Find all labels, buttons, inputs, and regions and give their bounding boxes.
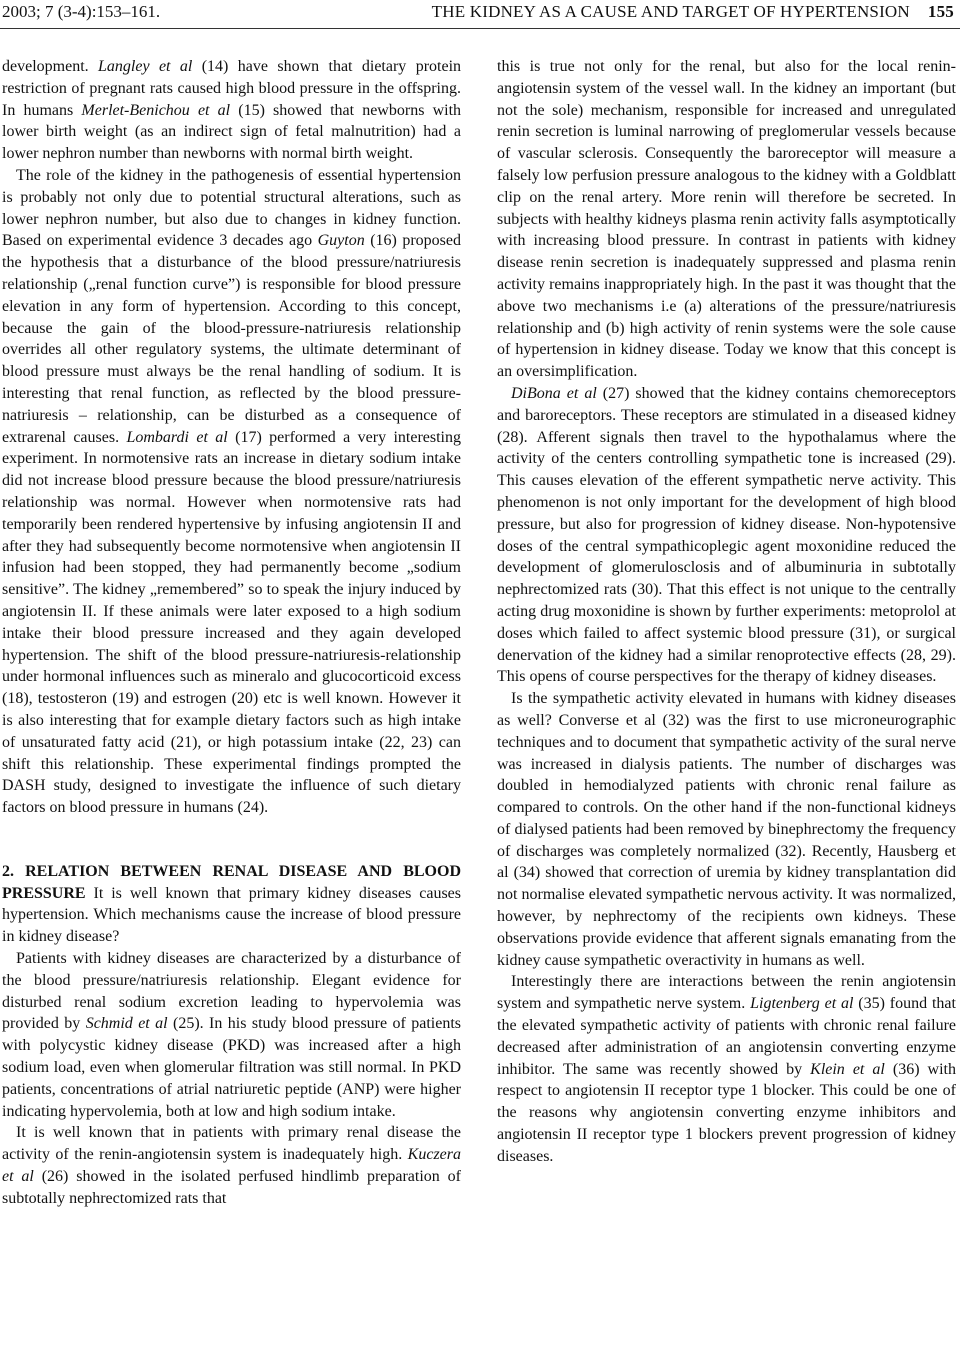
page-number: 155 xyxy=(927,2,954,21)
author-citation: Merlet-Benichou et al xyxy=(81,101,231,119)
text-run: The role of the kidney in the pathogenesis of essential hypertension is probably not only due to potential structural alterations, such as lower nephron number, but also due to changes in kidney function. Based on experimental evidence 3 decades ago xyxy=(2,166,461,250)
text-run: Interestingly there are interactions between the renin angiotensin system and sympathetic nerve system. xyxy=(497,973,956,1013)
text-run: It is well known that in patients with primary renal disease the activity of the renin-angiotensin system is inadequately high. xyxy=(2,1124,461,1164)
paragraph xyxy=(2,165,461,819)
author-citation: Lombardi et al xyxy=(126,428,228,446)
running-title-wrap xyxy=(432,0,954,24)
author-citation: Schmid et al xyxy=(85,1015,168,1033)
spacer xyxy=(2,819,461,861)
paragraph xyxy=(2,1122,461,1209)
author-citation: Kuczera et al xyxy=(2,1146,461,1186)
paragraph xyxy=(497,383,956,688)
section-heading: 2. RELATION BETWEEN RENAL DISEASE AND BLOOD PRESSURE xyxy=(2,862,461,902)
running-title: THE KIDNEY AS A CAUSE AND TARGET OF HYPERTENSION xyxy=(431,2,910,21)
left-column xyxy=(2,56,461,1210)
text-run: (36) with respect to angiotensin II receptor type 1 blocker. This could be one of the reasons why angiotensin converting enzyme inhibitors and angiotensin II receptor type 1 blockers prevent progression of kidney diseases. xyxy=(497,1060,956,1165)
text-run: development. xyxy=(2,58,99,75)
text-run: (17) performed a very interesting experiment. In normotensive rats an increase in dietary sodium intake did not increase blood pressure because the blood pressure/natriuresis relationship was normal. However when normotensive rats had temporarily been rendered hypertensive by infusing angiotensin II and after they had subsequently become normotensive when angiotensin II infusion had been stopped, they had permanently become „sodium sensitive”. The kidney „remembered” so to speak the injury induced by angiotensin II. If these animals were later exposed to a high sodium intake their blood pressure increased and they again developed hypertension. The shift of the blood pressure-natriuresis-relationship under hormonal influences such as mineralo and glucocorticoid excess (18), testosteron (19) and estrogen (20) etc is well known. However it is also interesting that for example dietary factors such as high intake of unsaturated fatty acid (21), or high potassium intake (22, 23) can shift this relationship. These experimental findings prompted the DASH study, designed to investigate the influence of such dietary factors on blood pressure in humans (24). xyxy=(2,428,461,817)
text-run: (25). In his study blood pressure of patients with polycystic kidney disease (PKD) was increased after a high sodium load, even when glomerular filtration was still normal. In PKD patients, concentrations of atrial natriuretic peptide (ANP) were higher indicating hypervolemia, both at low and high sodium intake. xyxy=(2,1015,462,1120)
section-paragraph xyxy=(2,861,461,948)
text-run: (26) showed in the isolated perfused hindlimb preparation of subtotally nephrectomized rats that xyxy=(2,1168,461,1207)
author-citation: Klein et al xyxy=(810,1060,885,1078)
author-citation: Langley et al xyxy=(98,58,193,75)
paragraph xyxy=(2,948,461,1122)
citation: 2003; 7 (3-4):153–161. xyxy=(2,2,161,21)
text-run: Patients with kidney diseases are characterized by a disturbance of the blood pressure/natriuresis relationship. Elegant evidence for disturbed renal sodium excretion leading to hypervolemia was provided by xyxy=(2,950,461,1033)
text-run: (27) showed that the kidney contains chemoreceptors and baroreceptors. These receptors are stimulated in a diseased kidney (28). Afferent signals then travel to the hypothalamus where the activity of the centers controlling sympathetic tone is increased (29). This causes elevation of the efferent sympathetic nerve activity. This phenomenon is not only important for the development of high blood pressure, but also for progression of kidney disease. Non-hypotensive doses of the central sympathicoplegic agent moxonidine reduced the development of glomerulosclosis and of albuminuria in subtotally nephrectomized rats (30). That this effect is not unique to the centrally acting drug moxonidine is shown by further experiments: metoprolol at doses which failed to affect systemic blood pressure (31), or surgical denervation of the kidney had a similar renoprotective effects (28, 29). This opens of course perspectives for the therapy of kidney diseases. xyxy=(497,384,956,686)
running-header xyxy=(0,0,960,29)
paragraph: Is the sympathetic activity elevated in humans with kidney diseases as well? Converse et al (32) was the first to use microneurographic techniques and to document that sympathetic activity of the sural nerve was increased in dialysis patients. The number of discharges was doubled in hemodialyzed patients with chronic renal failure as compared to controls. On the other hand if the non-functional kidneys of dialysed patients had been removed by binephrectomy the frequency of discharges was completely normalized (32). Recently, Hausberg et al (34) showed that correction of uremia by kidney transplantation did not normalise elevated sympathetic nervous activity. It was normalized, however, by nephrectomy of the recipients own kidneys. These observations provide evidence that afferent signals emanating from the kidney cause sympathetic overactivity in humans as well. xyxy=(497,690,956,969)
author-citation: Guyton xyxy=(317,232,365,250)
text-run: It is well known that primary kidney diseases causes hypertension. Which mechanisms cause the increase of blood pressure in kidney disease? xyxy=(2,884,461,946)
paragraph xyxy=(497,971,956,1167)
author-citation: Ligtenberg et al xyxy=(750,995,854,1013)
paragraph: this is true not only for the renal, but also for the local renin-angiotensin system of the vessel wall. In the kidney an important (but not the sole) mechanism, responsible for increased and unregulated renin secretion is luminal narrowing of preglomerular vessels because of vascular sclerosis. Consequently the baroreceptor will measure a falsely low perfusion pressure analogous to the kidney with a Goldblatt clip on the renal artery. More renin will therefore be secreted. In subjects with healthy kidneys plasma renin activity falls asymptotically with increasing blood pressure. In contrast in patients with kidney disease renin secretion is inadequately suppressed and plasma renin activity remains inappropriately high. In the past it was thought that the above two mechanisms i.e (a) alterations of the pressure/natriuresis relationship and (b) high activity of renin systems were the sole cause of hypertension in kidney disease. Today we know that this concept is an oversimplification. xyxy=(497,58,956,381)
paragraph xyxy=(2,56,461,165)
text-run: (16) proposed the hypothesis that a disturbance of the blood pressure/natriuresis relationship („renal function curve”) is responsible for blood pressure elevation in any form of hypertension. According to this concept, because the gain of the blood-pressure-natriuresis relationship overrides all other regulatory systems, the ultimate determinant of blood pressure must always be the renal handling of sodium. It is interesting that renal function, as reflected by the blood pressure-natriuresis – relationship, can be disturbed as a consequence of extrarenal causes. xyxy=(2,232,462,446)
right-column xyxy=(497,56,956,1168)
author-citation: DiBona et al xyxy=(511,384,597,402)
text-run: (35) found that the elevated sympathetic activity of patients with chronic renal failure decreased after administration of an angiotensin converting enzyme inhibitor. The same was recently showed by xyxy=(497,995,956,1078)
text-run: (15) showed that newborns with lower birth weight (as an indirect sign of fetal malnutrition) had a lower nephron number than newborns with normal birth weight. xyxy=(2,101,462,163)
text-run: (14) have shown that dietary protein restriction of pregnant rats caused high blood pressure in the offspring. In humans xyxy=(2,58,462,119)
